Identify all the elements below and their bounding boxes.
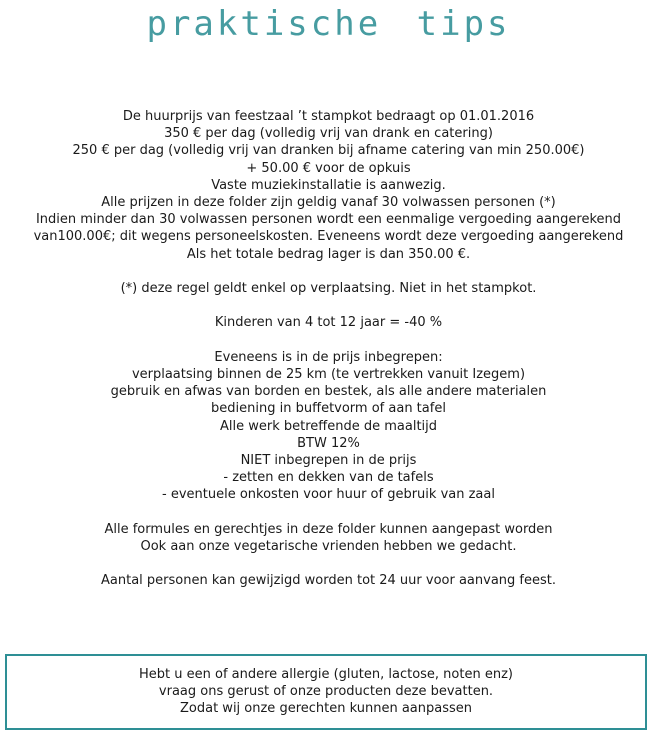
paragraph-gap	[0, 263, 657, 280]
text-line: Alle prijzen in deze folder zijn geldig vanaf 30 volwassen personen (*)	[101, 195, 556, 211]
persons-paragraph	[0, 572, 657, 589]
page-title: praktische tips	[146, 4, 511, 44]
text-line: 250 € per dag (volledig vrij van dranken bij afname catering van min 250.00€)	[72, 143, 585, 159]
paragraph-gap	[0, 297, 657, 314]
paragraph-gap	[0, 332, 657, 349]
text-line: (*) deze regel geldt enkel op verplaatsing. Niet in het stampkot.	[120, 281, 537, 297]
text-line: Alle werk betreffende de maaltijd	[219, 418, 438, 434]
text-line: 350 € per dag (volledig vrij van drank en catering)	[164, 126, 493, 142]
text-line: gebruik en afwas van borden en bestek, als alle andere materialen	[110, 384, 547, 400]
text-line: NIET inbegrepen in de prijs	[240, 453, 417, 469]
included-paragraph	[0, 349, 657, 504]
allergy-line: Zodat wij onze gerechten kunnen aanpassen	[180, 701, 472, 717]
text-line: + 50.00 € voor de opkuis	[246, 160, 411, 176]
text-line: Alle formules en gerechtjes in deze folder kunnen aangepast worden	[104, 521, 553, 537]
text-line: - eventuele onkosten voor huur of gebruik van zaal	[162, 487, 495, 503]
paragraph-gap	[0, 504, 657, 521]
allergy-notice-box	[5, 654, 647, 730]
allergy-line: Hebt u een of andere allergie (gluten, lactose, noten enz)	[139, 667, 513, 682]
text-line: Eveneens is in de prijs inbegrepen:	[214, 349, 443, 365]
formulas-paragraph	[0, 521, 657, 555]
text-line: - zetten en dekken van de tafels	[223, 470, 434, 486]
text-line: Als het totale bedrag lager is dan 350.00 €.	[186, 246, 471, 262]
footnote-paragraph	[0, 280, 657, 297]
tips-content	[0, 108, 657, 590]
pricing-paragraph	[0, 108, 657, 263]
text-line: De huurprijs van feestzaal ’t stampkot bedraagt op 01.01.2016	[122, 109, 535, 124]
text-line: Ook aan onze vegetarische vrienden hebben we gedacht.	[140, 539, 517, 555]
text-line: bediening in buffetvorm of aan tafel	[211, 401, 446, 417]
text-line: verplaatsing binnen de 25 km (te vertrekken vanuit Izegem)	[131, 367, 526, 382]
text-line: Kinderen van 4 tot 12 jaar = -40 %	[214, 315, 443, 331]
text-line: van100.00€; dit wegens personeelskosten. Eveneens wordt deze vergoeding aangerekend	[33, 229, 624, 245]
text-line: Indien minder dan 30 volwassen personen wordt een eenmalige vergoeding aangerekend	[35, 212, 622, 228]
text-line: Vaste muziekinstallatie is aanwezig.	[211, 177, 446, 193]
text-line: BTW 12%	[297, 435, 360, 451]
text-line: Aantal personen kan gewijzigd worden tot 24 uur voor aanvang feest.	[101, 573, 556, 589]
paragraph-gap	[0, 555, 657, 572]
children-paragraph	[0, 314, 657, 331]
allergy-line: vraag ons gerust of onze producten deze bevatten.	[158, 684, 494, 700]
